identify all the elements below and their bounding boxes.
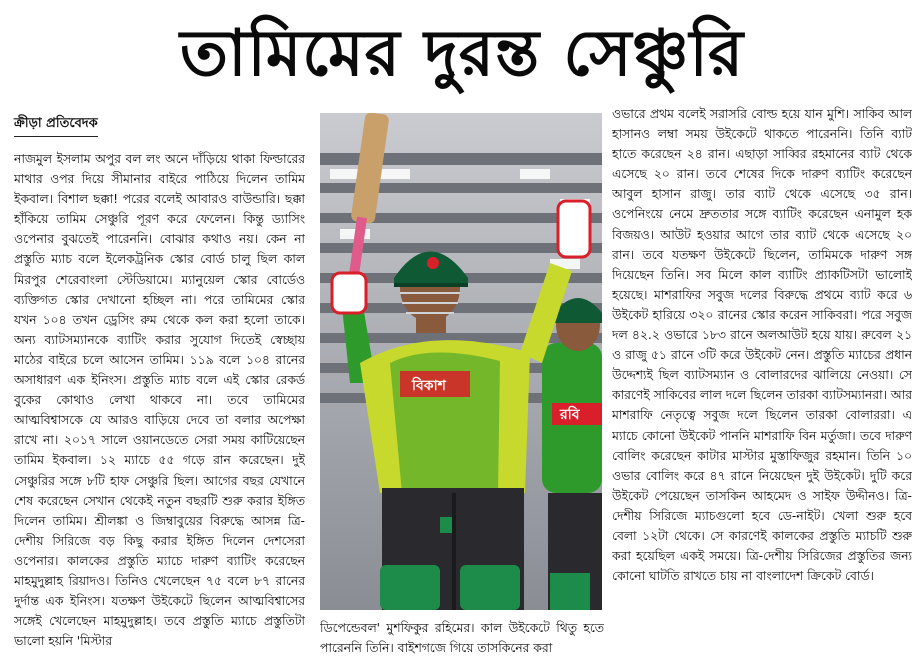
jersey-text-right: রবি: [560, 407, 580, 423]
article-right-text: ওভারে প্রথম বলেই সরাসরি বোল্ড হয়ে যান মুশি। সাকিব আল হাসানও লম্বা সময় উইকেটে থাকতে পারেননি। তিনি ব্যাট হাতে করেছেন ২৪ রান। এছাড়া সাব্বির রহমানের ব্যাট থেকে এসেছে ২০ রান। তবে শেষের দিকে দারুণ ব্যাটিং করেছেন আবুল হাসান রাজু। তার ব্যাট থেকে এসেছে ৩৫ রান। ওপেনিংয়ে নেমে দ্রুততার সঙ্গে ব্যাটিং করেছেন এনামুল হক বিজয়ও। আউট হওয়ার আগে তার ব্যাট থেকে এসেছে ২০ রান। তবে যতক্ষণ উইকেটে ছিলেন, তামিমকে দারুণ সঙ্গ দিয়েছেন তিনি। সব মিলে কাল ব্যাটিং প্র্যাকটিসটা ভালোই হয়েছে। মাশরাফির সবুজ দলের বিরুদ্ধে প্রথমে ব্যাট করে ৬ উইকেট হারিয়ে ৩২০ রানের স্কোর করেন সাকিবরা। পরে সবুজ দল ৪২.২ ওভারে ১৮৩ রানে অলআউট হয়ে যায়। রুবেল ২১ ও রাজু ৫১ রানে ৩টি করে উইকেট নেন। প্রস্তুতি ম্যাচের প্রধান উদ্দেশ্যই ছিল ব্যাটসম্যান ও বোলারদের ঝালিয়ে নেওয়া। সে কারণেই সাকিবের লাল দলে ছিলেন তারকা ব্যাটসম্যানরা। আর মাশরাফি নেতৃত্বে সবুজ দলে ছিলেন তারকা বোলাররা। এ ম্যাচে কোনো উইকেট পাননি মাশরাফি বিন মর্তুজা। তবে দারুণ বোলিং করেছেন কাটার মাস্টার মুস্তাফিজুর রহমান। তিনি ১০ ওভার বোলিং করে ৪৭ রানে নিয়েছেন দুই উইকেট। দুটি করে উইকেট পেয়েছেন তাসকিন আহমেদ ও সাইফ উদ্দীনও। ত্রি-দেশীয় সিরিজে ম্যাচগুলো হবে ডে-নাইট। খেলা শুরু হবে বেলা ১২টা থেকে। সে কারণেই কালকের প্রস্তুতি ম্যাচটি শুরু করা হয়েছিল একই সময়ে। ত্রি-দেশীয় সিরিজের প্রস্তুতির জন্য কোনো ঘাটতি রাখতে চায় না বাংলাদেশ ক্রিকেট বোর্ড।: [612, 107, 912, 584]
news-photo: [320, 113, 602, 610]
article-right-column: [612, 104, 912, 657]
headline: তামিমের দুরন্ত সেঞ্চুরি: [179, 17, 745, 91]
cricketer-photo: [320, 113, 602, 610]
byline: ক্রীড়া প্রতিবেদক: [14, 114, 98, 137]
article-left-column: [14, 149, 305, 655]
article-left-text: নাজমুল ইসলাম অপুর বল লং অনে দাঁড়িয়ে থাকা ফিল্ডারের মাথার ওপর দিয়ে সীমানার বাইরে পাঠিয়ে দিলেন তামিম ইকবাল। বিশাল ছক্কা! পরের বলেই আবারও বাউন্ডারি। ছক্কা হাঁকিয়ে তামিম সেঞ্চুরি পূরণ করে ফেলেন। কিন্তু ড্যাসিং ওপেনার বুঝতেই পারেননি। বোঝার কথাও নয়। কেন না প্রস্তুতি ম্যাচ বলে ইলেকট্রনিক স্কোর বোর্ড চালু ছিল কাল মিরপুর শেরেবাংলা স্টেডিয়ামে। ম্যানুয়েল স্কোর বোর্ডেও ব্যক্তিগত স্কোর দেখানো হচ্ছিল না। পরে তামিমের স্কোর যখন ১০৪ তখন ড্রেসিং রুম থেকে কল করা হলো তাকে। অন্য ব্যাটসম্যানকে ব্যাটিং করার সুযোগ দিতেই স্বেচ্ছায় মাঠের বাইরে চলে আসেন তামিম। ১১৯ বলে ১০৪ রানের অসাধারণ এক ইনিংস। প্রস্তুতি ম্যাচ বলে এই স্কোর রেকর্ড বুকের কোথাও লেখা থাকবে না। তবে তামিমের আত্মবিশ্বাসকে যে আরও বাড়িয়ে দেবে তা বলার অপেক্ষা রাখে না। ২০১৭ সালে ওয়ানডেতে সেরা সময় কাটিয়েছেন তামিম ইকবাল। ১২ ম্যাচে ৫৫ গড়ে রান করেছেন। দুই সেঞ্চুরির সঙ্গে ৮টি হাফ সেঞ্চুরি ছিল। আগের বছর যেখানে শেষ করেছেন সেখান থেকেই নতুন বছরটি শুরু করার ইঙ্গিত দিলেন তামিম। শ্রীলঙ্কা ও জিম্বাবুয়ের বিরুদ্ধে আসন্ন ত্রি-দেশীয় সিরিজে বড় কিছু করার ইঙ্গিত দিলেন দেশসেরা ওপেনার। কালকের প্রস্তুতি ম্যাচে দারুণ ব্যাটিং করেছেন মাহমুদুল্লাহ রিয়াদও। তিনিও খেলেছেন ৭৫ বলে ৮৭ রানের দুর্দান্ত এক ইনিংস। যতক্ষণ উইকেটে ছিলেন আত্মবিশ্বাসের সঙ্গেই খেলেছেন মাহমুদুল্লাহ। তবে প্রস্তুতি ম্যাচে প্রস্তুতিটা ভালো হয়নি 'মিস্টার: [14, 152, 305, 649]
teammate-figure: [542, 298, 602, 610]
article-middle-text: ডিপেন্ডেবল' মুশফিকুর রহিমের। কাল উইকেটে থিতু হতে পারেননি তিনি। বাইশগজে গিয়ে তাসকিনের করা: [320, 621, 604, 656]
jersey-text-left: বিকাশ: [412, 378, 446, 394]
